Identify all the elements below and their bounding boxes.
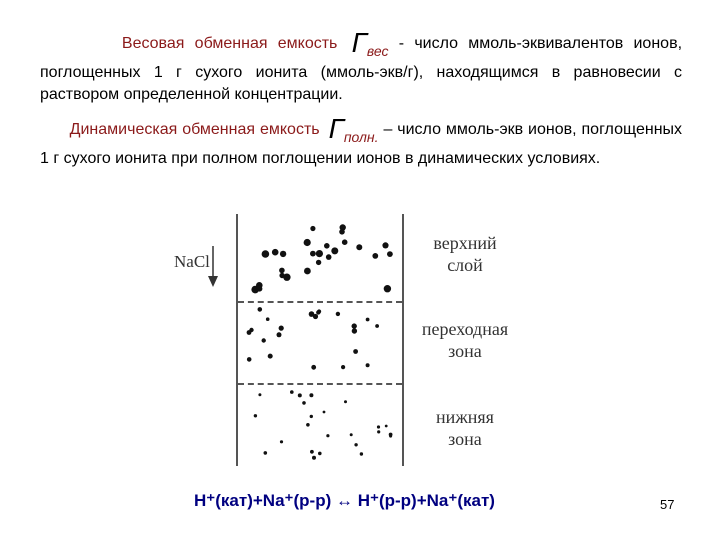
- resin-particle: [309, 393, 313, 397]
- zone-boundary: [238, 383, 402, 385]
- resin-particle: [279, 326, 284, 331]
- resin-particle: [372, 253, 378, 259]
- definition-dynamic-capacity: [40, 113, 683, 170]
- resin-particle: [377, 430, 380, 433]
- resin-particle: [350, 433, 353, 436]
- resin-particle: [342, 239, 348, 245]
- exchange-equation: H⁺(кат)+Na⁺(р-р) ↔ H⁺(р-р)+Na⁺(кат): [194, 491, 495, 510]
- resin-particle: [298, 393, 302, 397]
- resin-particle: [336, 312, 340, 316]
- resin-particle: [318, 452, 322, 456]
- term-weight-capacity: Весовая обменная емкость: [121, 35, 338, 52]
- resin-particle: [356, 244, 362, 250]
- resin-particle: [331, 247, 338, 254]
- resin-particle: [254, 414, 257, 417]
- resin-particle: [279, 268, 285, 274]
- resin-particle: [385, 425, 388, 428]
- zone-label-upper: верхний слой: [433, 233, 497, 275]
- term-dynamic-capacity: Динамическая обменная емкость: [69, 121, 320, 138]
- resin-particle: [280, 440, 283, 443]
- resin-particle: [382, 242, 388, 248]
- resin-particle: [311, 365, 316, 370]
- resin-particle: [258, 393, 261, 396]
- resin-particles: [238, 214, 402, 466]
- resin-particle: [264, 451, 268, 455]
- resin-particle: [310, 450, 314, 454]
- resin-particle: [262, 250, 270, 258]
- resin-particle: [310, 226, 315, 231]
- resin-particle: [306, 423, 310, 427]
- symbol-gamma: Г: [351, 27, 367, 58]
- resin-particle: [247, 330, 252, 335]
- resin-particle: [277, 332, 282, 337]
- symbol-gamma: Г: [328, 113, 344, 144]
- resin-particle: [302, 401, 306, 405]
- resin-particle: [375, 324, 379, 328]
- resin-particle: [366, 363, 370, 367]
- resin-particle: [326, 254, 332, 260]
- resin-particle: [316, 310, 320, 314]
- resin-particle: [344, 400, 347, 403]
- down-arrow-icon: [207, 246, 219, 288]
- resin-particle: [323, 411, 326, 414]
- resin-particle: [324, 243, 330, 249]
- resin-particle: [304, 239, 311, 246]
- resin-particle: [304, 268, 311, 275]
- resin-particle: [316, 260, 321, 265]
- resin-particle: [310, 415, 313, 418]
- nacl-input-label: NaCl: [174, 252, 210, 271]
- resin-particle: [354, 443, 357, 446]
- resin-particle: [353, 349, 358, 354]
- ion-exchange-column: [236, 214, 404, 466]
- resin-particle: [258, 307, 263, 312]
- resin-particle: [377, 425, 380, 428]
- definition-text: - число ммоль-эквивалентов ионов, поглощенных 1 г сухого ионита (ммоль-экв/г), находящимся в равновесии с раствором определенной концентрации.: [40, 35, 683, 103]
- resin-particle: [360, 452, 363, 455]
- resin-particle: [310, 251, 316, 257]
- resin-particle: [257, 286, 263, 292]
- resin-particle: [384, 285, 391, 292]
- resin-particle: [266, 317, 270, 321]
- resin-particle: [339, 229, 345, 235]
- zone-label-lower: нижняя зона: [436, 407, 494, 449]
- definition-text: – число ммоль-экв ионов, поглощенных 1 г сухого ионита при полном поглощении ионов в динамических условиях.: [40, 121, 683, 167]
- definition-weight-capacity: [40, 27, 683, 106]
- resin-particle: [313, 314, 318, 319]
- resin-particle: [352, 328, 357, 333]
- resin-particle: [290, 390, 294, 394]
- resin-particle: [316, 250, 323, 257]
- resin-particle: [341, 365, 345, 369]
- symbol-subscript: вес: [366, 43, 389, 59]
- resin-particle: [326, 434, 329, 437]
- resin-particle: [352, 323, 357, 328]
- resin-particle: [366, 318, 370, 322]
- resin-particle: [247, 357, 252, 362]
- zone-label-transition: переходная зона: [421, 319, 509, 361]
- page-number: 57: [660, 497, 675, 512]
- resin-particle: [280, 251, 286, 257]
- resin-particle: [272, 249, 279, 256]
- zone-boundary: [238, 301, 402, 303]
- resin-particle: [268, 354, 273, 359]
- symbol-subscript: полн.: [343, 129, 379, 145]
- resin-particle: [312, 456, 316, 460]
- resin-particle: [262, 338, 266, 342]
- resin-particle: [283, 274, 290, 281]
